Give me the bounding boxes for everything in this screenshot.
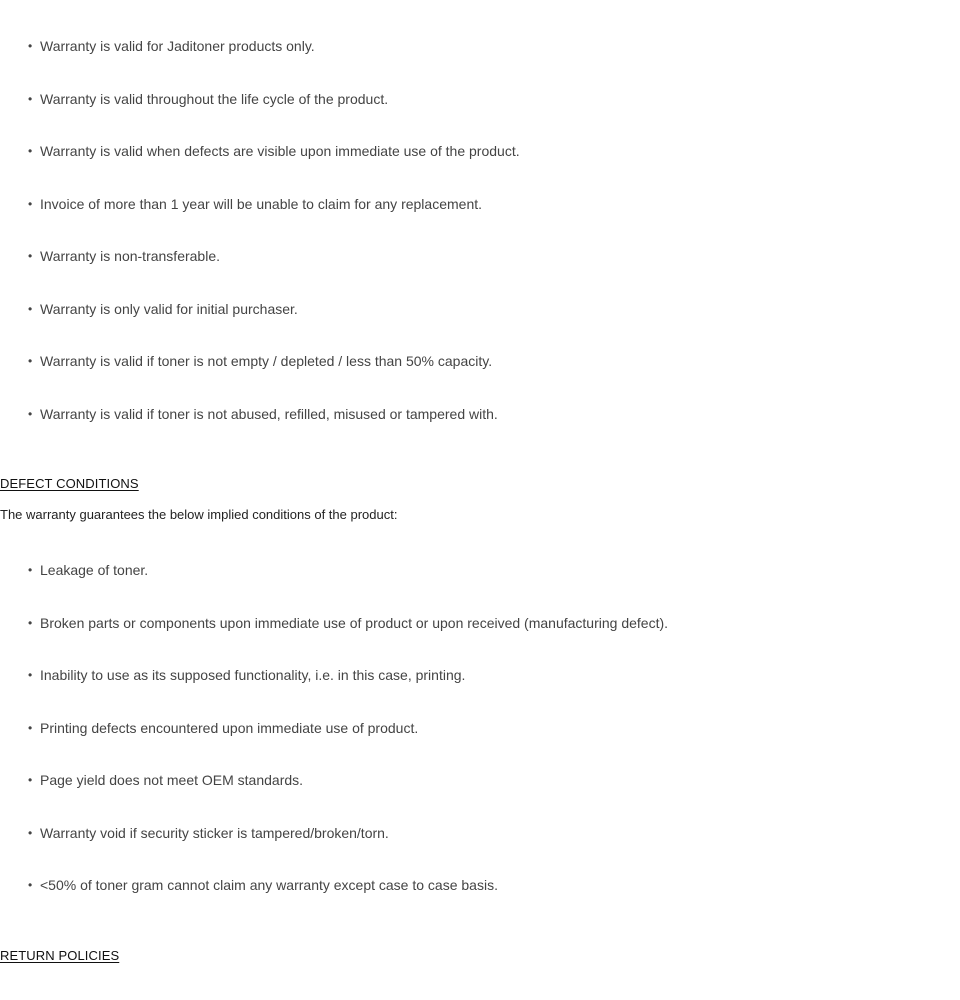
list-item — [0, 301, 960, 354]
bullet-icon: • — [28, 878, 33, 892]
bullet-icon: • — [28, 720, 33, 735]
list-item — [0, 615, 960, 668]
list-item — [0, 406, 960, 459]
list-item — [0, 38, 960, 91]
list-item-text: Warranty is only valid for initial purchaser. — [40, 300, 298, 317]
list-item — [0, 353, 960, 406]
list-item-text: Printing defects encountered upon immediate use of product. — [40, 719, 419, 736]
bullet-icon: • — [28, 354, 33, 368]
list-item — [0, 667, 960, 720]
list-item — [0, 877, 960, 930]
defect-conditions-heading: DEFECT CONDITIONS — [0, 476, 139, 491]
list-item — [0, 91, 960, 144]
warranty-conditions-list — [0, 38, 960, 458]
bullet-icon: • — [28, 301, 33, 316]
bullet-icon: • — [28, 144, 33, 158]
list-item-text: Warranty is valid if toner is not abused, refilled, misused or tampered with. — [40, 405, 498, 422]
list-item-text: Warranty is valid throughout the life cycle of the product. — [40, 90, 389, 107]
list-item-text: Broken parts or components upon immediate use of product or upon received (manufacturing defect). — [40, 614, 669, 631]
list-item-text: Inability to use as its supposed functionality, i.e. in this case, printing. — [40, 667, 466, 683]
list-item-text: Leakage of toner. — [40, 562, 149, 578]
list-item — [0, 562, 960, 615]
bullet-icon: • — [28, 249, 33, 263]
list-item — [0, 825, 960, 878]
list-item-text: Warranty is non-transferable. — [40, 248, 220, 264]
list-item — [0, 196, 960, 249]
list-item — [0, 143, 960, 196]
list-item-text: Warranty is valid for Jaditoner products only. — [40, 38, 315, 54]
bullet-icon: • — [28, 668, 33, 682]
list-item-text: Page yield does not meet OEM standards. — [40, 772, 304, 788]
list-item-text: Warranty is valid if toner is not empty / depleted / less than 50% capacity. — [40, 353, 493, 369]
list-item-text: <50% of toner gram cannot claim any warranty except case to case basis. — [40, 877, 498, 893]
list-item-text: Warranty is valid when defects are visible upon immediate use of the product. — [40, 143, 520, 159]
bullet-icon: • — [28, 39, 33, 53]
bullet-icon: • — [28, 773, 33, 787]
list-item-text: Warranty void if security sticker is tampered/broken/torn. — [40, 824, 389, 841]
bullet-icon: • — [28, 615, 33, 630]
bullet-icon: • — [28, 563, 33, 577]
list-item — [0, 772, 960, 825]
list-item-text: Invoice of more than 1 year will be unable to claim for any replacement. — [40, 195, 483, 212]
defect-conditions-list — [0, 562, 960, 930]
list-item — [0, 248, 960, 301]
bullet-icon: • — [28, 196, 33, 211]
return-policies-heading: RETURN POLICIES — [0, 948, 120, 963]
bullet-icon: • — [28, 825, 33, 840]
bullet-icon: • — [28, 406, 33, 421]
bullet-icon: • — [28, 91, 33, 106]
list-item — [0, 720, 960, 773]
defect-conditions-intro: The warranty guarantees the below implied conditions of the product: — [0, 507, 398, 522]
